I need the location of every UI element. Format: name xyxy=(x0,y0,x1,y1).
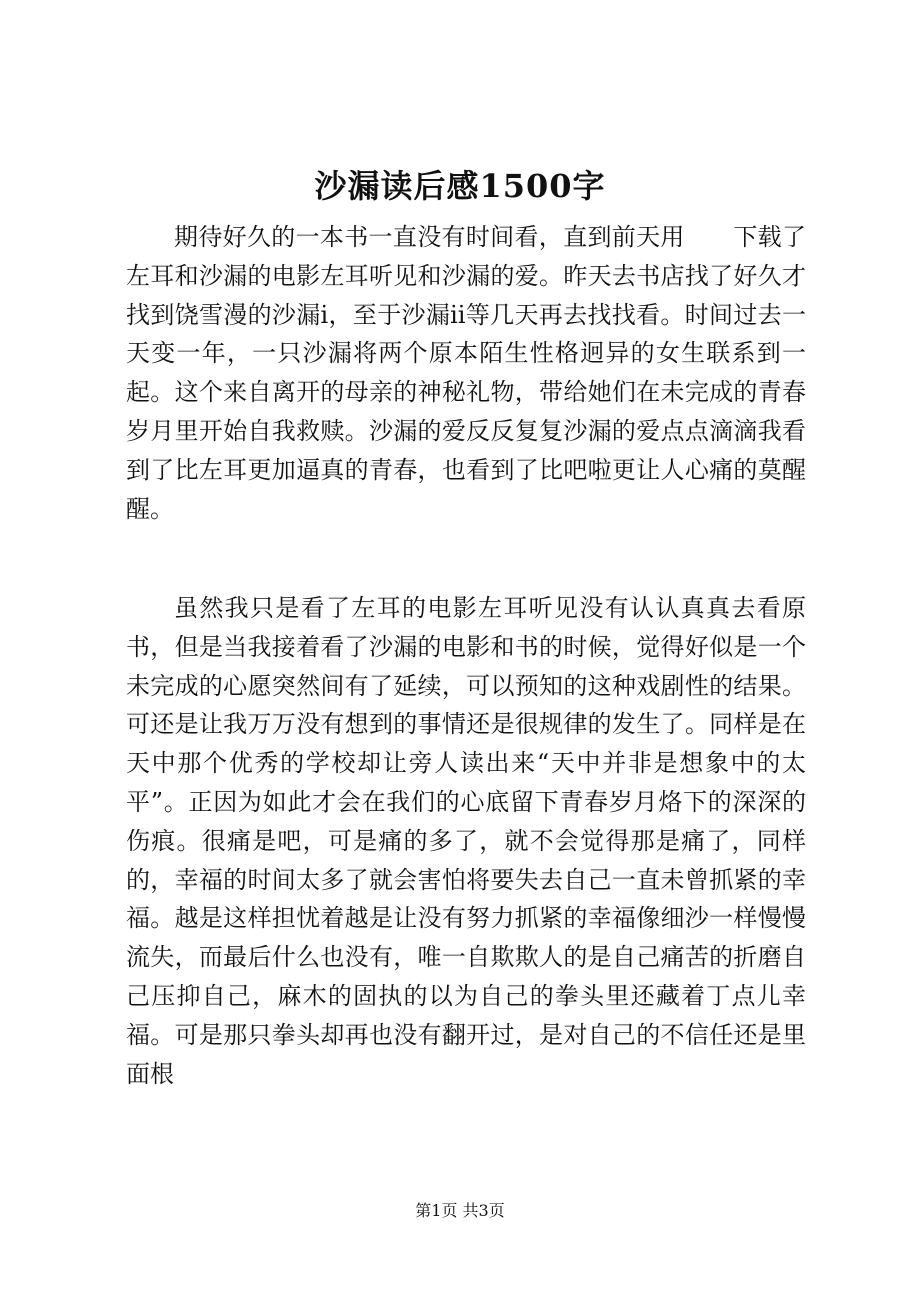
paragraph-2: 虽然我只是看了左耳的电影左耳听见没有认认真真去看原书，但是当我接着看了沙漏的电影和书的时候，觉得好似是一个未完成的心愿突然间有了延续，可以预知的这种戏剧性的结果。可还是让我万万没有想到的事情还是很规律的发生了。同样是在天中那个优秀的学校却让旁人读出来“天中并非是想象中的太平”。正因为如此才会在我们的心底留下青春岁月烙下的深深的伤痕。很痛是吧，可是痛的多了，就不会觉得那是痛了，同样的，幸福的时间太多了就会害怕将要失去自己一直未曾抓紧的幸福。越是这样担忧着越是让没有努力抓紧的幸福像细沙一样慢慢流失，而最后什么也没有，唯一自欺欺人的是自己痛苦的折磨自己压抑自己，麻木的固执的以为自己的拳头里还藏着丁点儿幸福。可是那只拳头却再也没有翻开过，是对自己的不信任还是里面根 xyxy=(126,594,806,1088)
page-footer: 第1页 共3页 xyxy=(415,1201,505,1220)
document-title: 沙漏读后感1500字 xyxy=(314,167,606,205)
paragraph-1: 期待好久的一本书一直没有时间看，直到前天用 下载了左耳和沙漏的电影左耳听见和沙漏的爱。昨天去书店找了好久才找到饶雪漫的沙漏ⅰ，至于沙漏ⅱ等几天再去找找看。时间过去一天变一年，一只沙漏将两个原本陌生性格迥异的女生联系到一起。这个来自离开的母亲的神秘礼物，带给她们在未完成的青春岁月里开始自我救赎。沙漏的爱反反复复沙漏的爱点点滴滴我看到了比左耳更加逼真的青春，也看到了比吧啦更让人心痛的莫醒醒。 xyxy=(126,223,806,523)
